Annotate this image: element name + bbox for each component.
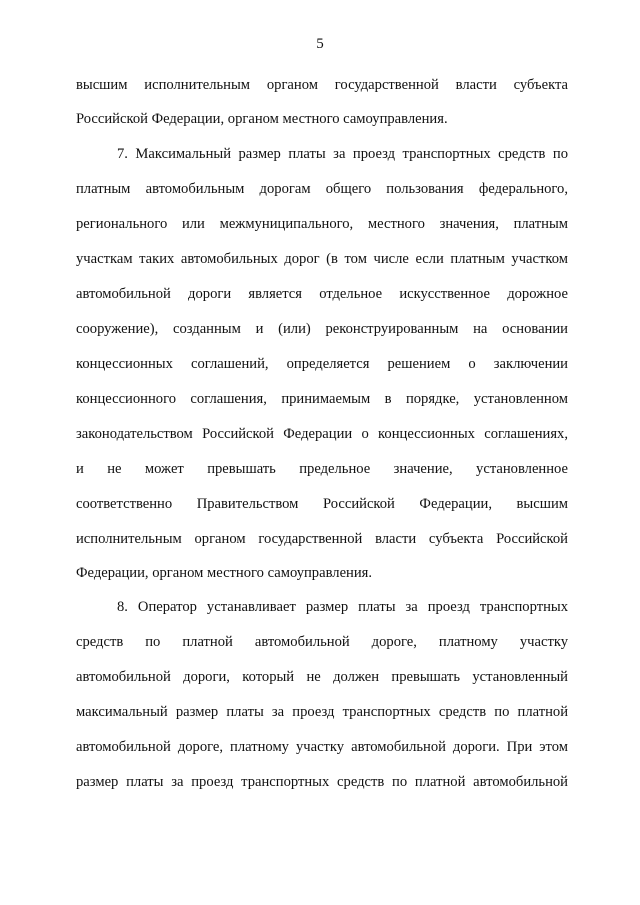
text-line: концессионного соглашения, принимаемым в порядке, установленном bbox=[76, 391, 568, 407]
text-line: автомобильной дороги, который не должен превышать установленный bbox=[76, 669, 568, 685]
text-line: автомобильной дороги является отдельное искусственное дорожное bbox=[76, 286, 568, 302]
text-line: регионального или межмуниципального, местного значения, платным bbox=[76, 216, 568, 232]
text-line: размер платы за проезд транспортных средств по платной автомобильной bbox=[76, 774, 568, 790]
text-line: сооружение), созданным и (или) реконструированным на основании bbox=[76, 321, 568, 337]
paragraph-8-first-line: 8. Оператор устанавливает размер платы за проезд транспортных bbox=[117, 599, 568, 615]
text-line: законодательством Российской Федерации о концессионных соглашениях, bbox=[76, 426, 568, 442]
paragraph-7-first-line: 7. Максимальный размер платы за проезд транспортных средств по bbox=[117, 146, 568, 162]
text-line: платным автомобильным дорогам общего пользования федерального, bbox=[76, 181, 568, 197]
text-line: соответственно Правительством Российской Федерации, высшим bbox=[76, 496, 568, 512]
text-line: высшим исполнительным органом государственной власти субъекта bbox=[76, 77, 568, 93]
text-line: участкам таких автомобильных дорог (в том числе если платным участком bbox=[76, 251, 568, 267]
text-line: максимальный размер платы за проезд транспортных средств по платной bbox=[76, 704, 568, 720]
text-line: концессионных соглашений, определяется решением о заключении bbox=[76, 356, 568, 372]
text-line: Федерации, органом местного самоуправления. bbox=[76, 565, 373, 581]
text-line: средств по платной автомобильной дороге, платному участку bbox=[76, 634, 568, 650]
text-line: автомобильной дороге, платному участку автомобильной дороги. При этом bbox=[76, 739, 568, 755]
text-line: исполнительным органом государственной власти субъекта Российской bbox=[76, 531, 568, 547]
text-line: Российской Федерации, органом местного самоуправления. bbox=[76, 111, 448, 127]
page-number: 5 bbox=[316, 36, 324, 52]
text-line: и не может превышать предельное значение, установленное bbox=[76, 461, 568, 477]
